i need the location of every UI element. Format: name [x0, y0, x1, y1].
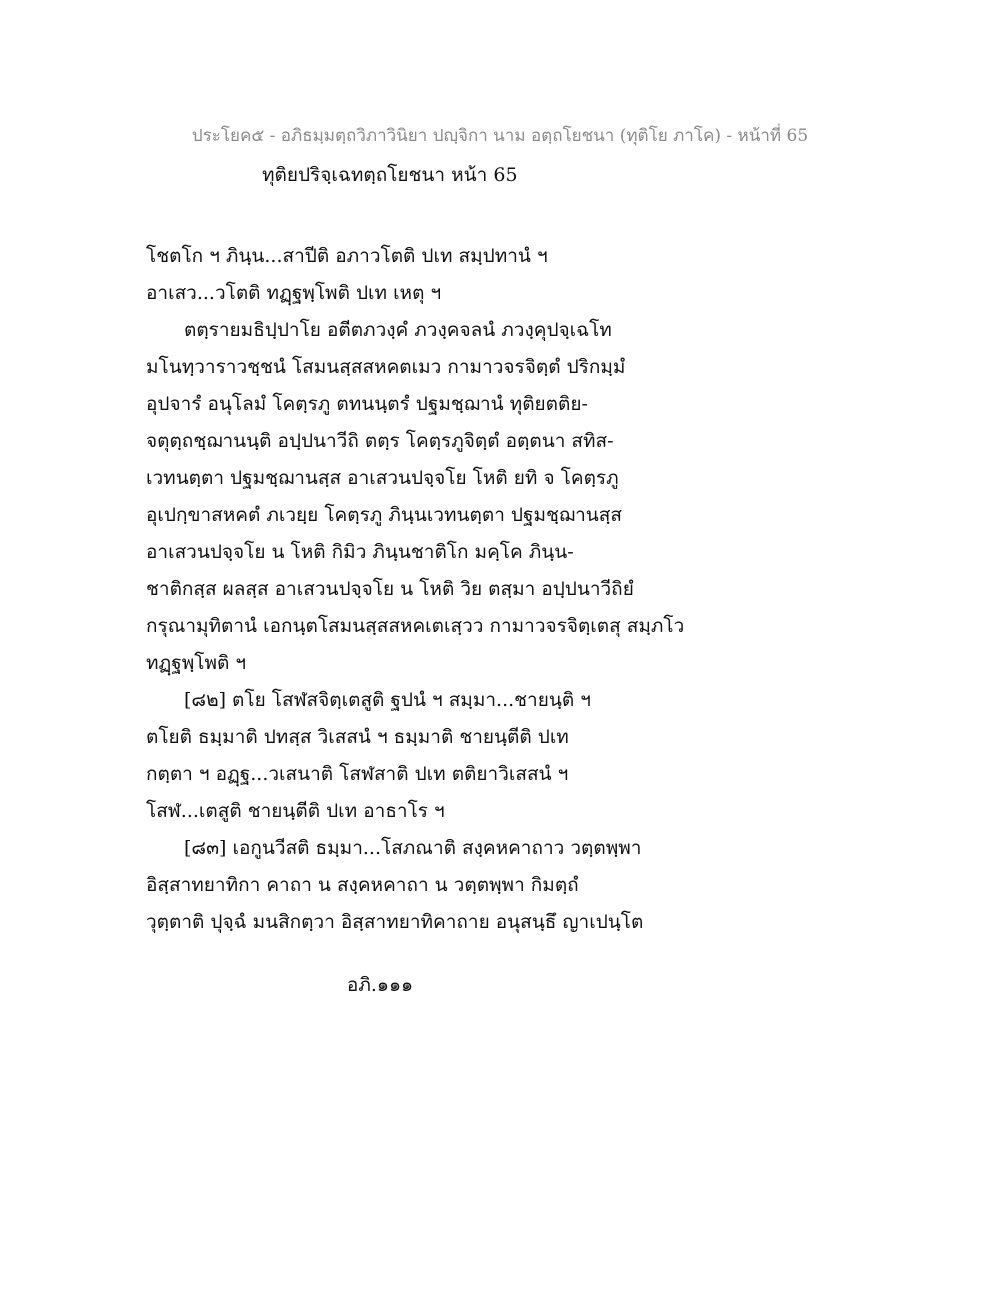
text-line: อุปจารํ อนุโลมํ โคตฺรภู ตทนนฺตรํ ปฐมชฺฌานํ ทุติยตติย-: [146, 393, 588, 415]
text-line: ตตฺรายมธิปฺปาโย อตีตภวงฺคํ ภวงฺคจลนํ ภวงฺคุปจฺเฉโท: [184, 319, 612, 341]
text-line: จตุตฺถชฺฌานนฺติ อปฺปนาวีถิ ตตฺร โคตฺรภูจิตฺตํ อตฺตนา สทิส-: [146, 430, 614, 452]
chapter-title: ทุติยปริจฺเฉทตฺถโยชนา หน้า 65: [262, 164, 518, 186]
text-line: [๘๓] เอกูนวีสติ ธมฺมา...โสภณาติ สงฺคหคาถาว วตฺตพฺพา: [184, 837, 642, 859]
text-line: มโนทฺวาราวชฺชนํ โสมนสฺสสหคตเมว กามาวจรจิตฺตํ ปริกมฺมํ: [146, 356, 626, 378]
page-signature: อภิ.๑๑๑: [346, 974, 414, 996]
text-line: ตโยติ ธมฺมาติ ปทสฺส วิเสสนํ ฯ ธมฺมาติ ชายนฺตีติ ปเท: [146, 726, 569, 748]
text-line: กตฺตา ฯ อฏฺฐ...วเสนาติ โสฬสาติ ปเท ตติยาวิเสสนํ ฯ: [146, 763, 569, 785]
text-line: อิสฺสาทยาทิกา คาถา น สงฺคหคาถา น วตฺตพฺพา กิมตฺถํ: [146, 874, 579, 896]
text-line: วุตฺตาติ ปุจฺฉํ มนสิกตฺวา อิสฺสาทยาทิคาถาย อนุสนฺธึ ญาเปนฺโต: [146, 911, 644, 933]
text-line: โชตโก ฯ ภินฺน...สาปีติ อภาวโตติ ปเท สมฺปทานํ ฯ: [146, 245, 548, 267]
text-line: ทฏฺฐพฺโพติ ฯ: [146, 652, 247, 674]
text-line: เวทนตฺตา ปฐมชฺฌานสฺส อาเสวนปจฺจโย โหติ ยทิ จ โคตฺรภู: [146, 467, 619, 489]
text-line: อุเปกฺขาสหคตํ ภเวยฺย โคตฺรภู ภินฺนเวทนตฺตา ปฐมชฺฌานสฺส: [146, 504, 622, 526]
text-line: อาเสวนปจฺจโย น โหติ กิมิว ภินฺนชาติโก มคฺโค ภินฺน-: [146, 541, 574, 563]
text-line: อาเสว...วโตติ ทฏฺฐพฺโพติ ปเท เหตุ ฯ: [146, 282, 442, 304]
text-line: [๘๒] ตโย โสฬสจิตฺเตสูติ ฐปนํ ฯ สมฺมา...ชายนฺติ ฯ: [184, 689, 591, 711]
text-line: โสฬ...เตสูติ ชายนฺตีติ ปเท อาธาโร ฯ: [146, 800, 445, 822]
text-line: ชาติกสฺส ผลสฺส อาเสวนปจฺจโย น โหติ วิย ตสฺมา อปฺปนาวีถิยํ: [146, 578, 634, 600]
body-text: [146, 238, 866, 941]
text-line: กรุณามุทิตานํ เอกนฺตโสมนสฺสสหคเตเสฺวว กามาวจรจิตฺเตสุ สมฺภโว: [146, 615, 685, 637]
running-head: ประโยค๕ - อภิธมฺมตฺถวิภาวินิยา ปญฺจิกา นาม อตฺถโยชนา (ทุติโย ภาโค) - หน้าที่ 65: [191, 126, 809, 146]
